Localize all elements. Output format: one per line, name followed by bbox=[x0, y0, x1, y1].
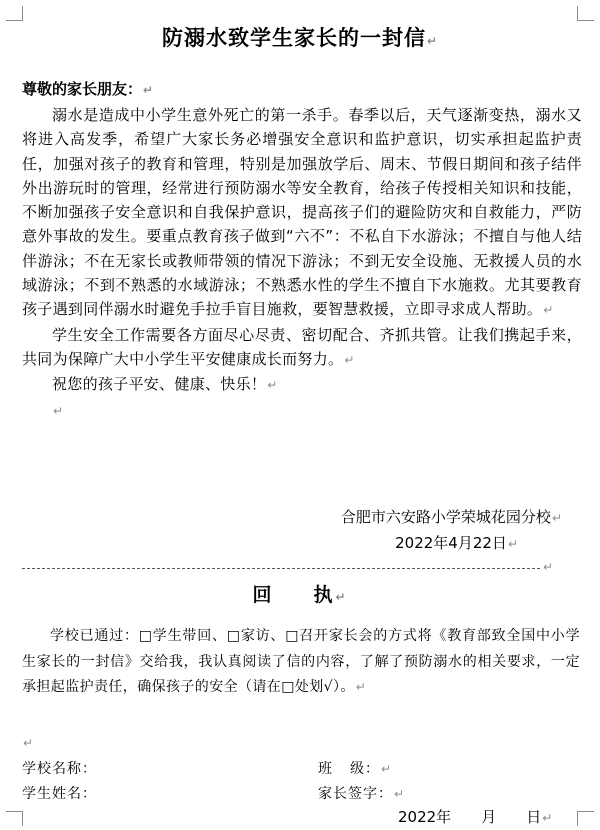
body-paragraph-1-text: 溺水是造成中小学生意外死亡的第一杀手。春季以后，天气逐渐变热，溺水又将进入高发季，希望广大家长务必增强安全意识和监护意识，切实承担起监护责任，加强对孩子的教育和管理，特别是加强放学后、周末、节假日期间和孩子结伴外出游玩时的管理，经常进行预防溺水等安全教育，给孩子传授相关知识和技能，不断加强孩子安全意识和自我保护意识，提高孩子们的避险防灾和自救能力，严防意外事故的发生。要重点教育孩子做到“六不”：不私自下水游泳；不擅自与他人结伴游泳；不在无家长或教师带领的情况下游泳；不到无安全设施、无救援人员的水域游泳；不到不熟悉的水域游泳；不熟悉水性的学生不擅自下水施救。尤其要教育孩子遇到同伴溺水时避免手拉手盲目施救，要智慧救援，立即寻求成人帮助。 bbox=[22, 106, 582, 319]
paragraph-mark: ↵ bbox=[542, 811, 553, 825]
receipt-year: 2022年 bbox=[398, 808, 452, 826]
school-name-field bbox=[22, 758, 97, 778]
paragraph-mark: ↵ bbox=[543, 303, 554, 318]
paragraph-mark: ↵ bbox=[335, 590, 348, 604]
receipt-paragraph bbox=[22, 624, 580, 701]
signature-date bbox=[395, 532, 518, 553]
class-field bbox=[318, 758, 392, 778]
signature-school bbox=[341, 506, 562, 527]
paragraph-mark: ↵ bbox=[381, 762, 393, 776]
paragraph-mark: ↵ bbox=[507, 537, 518, 551]
class-label-part-2: 级： bbox=[350, 761, 380, 777]
signature-school-text: 合肥市六安路小学荣城花园分校 bbox=[340, 508, 551, 526]
crop-mark-top-right bbox=[577, 6, 594, 21]
school-name-label: 学校名称： bbox=[22, 761, 97, 777]
body-paragraph-1 bbox=[22, 103, 582, 323]
class-label-part-1: 班 bbox=[318, 761, 333, 777]
body-paragraph-3 bbox=[22, 372, 582, 397]
receipt-day: 日 bbox=[526, 808, 542, 826]
paragraph-mark: ↵ bbox=[426, 34, 439, 48]
paragraph-mark: ↵ bbox=[355, 680, 367, 694]
crop-mark-bottom-right bbox=[577, 811, 594, 826]
paragraph-mark: ↵ bbox=[143, 83, 154, 97]
crop-mark-bottom-left bbox=[6, 811, 23, 826]
letter-body bbox=[22, 103, 582, 422]
greeting-text: 尊敬的家长朋友： bbox=[22, 80, 143, 98]
paragraph-mark: ↵ bbox=[543, 560, 554, 574]
student-name-label: 学生姓名： bbox=[22, 786, 97, 802]
letter-title bbox=[0, 22, 600, 52]
greeting bbox=[22, 78, 153, 99]
parent-signature-field bbox=[318, 783, 405, 803]
receipt-date-line bbox=[398, 806, 552, 827]
receipt-title bbox=[0, 580, 600, 607]
receipt-title-right: 执 bbox=[313, 584, 335, 606]
receipt-paragraph-text: 学校已通过：□学生带回、□家访、□召开家长会的方式将《教育部致全国中小学生家长的一封信》交给我，我认真阅读了信的内容，了解了预防溺水的相关要求，一定承担起监护责任，确保孩子的安全（请在□处划√）。 bbox=[22, 628, 580, 695]
parent-signature-label: 家长签字： bbox=[318, 786, 393, 802]
paragraph-mark: ↵ bbox=[23, 736, 34, 750]
receipt-title-left: 回 bbox=[252, 584, 274, 606]
receipt-body bbox=[22, 624, 580, 701]
paragraph-mark: ↵ bbox=[53, 403, 64, 418]
crop-mark-top-left bbox=[6, 6, 23, 21]
paragraph-mark: ↵ bbox=[267, 378, 278, 393]
student-name-field bbox=[22, 783, 97, 803]
cut-line-divider bbox=[22, 568, 540, 569]
paragraph-mark: ↵ bbox=[394, 787, 406, 801]
letter-title-text: 防溺水致学生家长的一封信 bbox=[161, 26, 426, 50]
paragraph-mark: ↵ bbox=[344, 352, 355, 367]
body-paragraph-3-text: 祝您的孩子平安、健康、快乐！ bbox=[52, 375, 267, 394]
body-paragraph-2-text: 学生安全工作需要各方面尽心尽责、密切配合、齐抓共管。让我们携起手来，共同为保障广大中小学生平安健康成长而努力。 bbox=[22, 325, 582, 368]
signature-date-text: 2022年4月22日 bbox=[395, 534, 507, 552]
paragraph-mark: ↵ bbox=[551, 511, 562, 525]
empty-line bbox=[22, 398, 582, 422]
body-paragraph-2 bbox=[22, 323, 582, 373]
receipt-month: 月 bbox=[481, 808, 497, 826]
